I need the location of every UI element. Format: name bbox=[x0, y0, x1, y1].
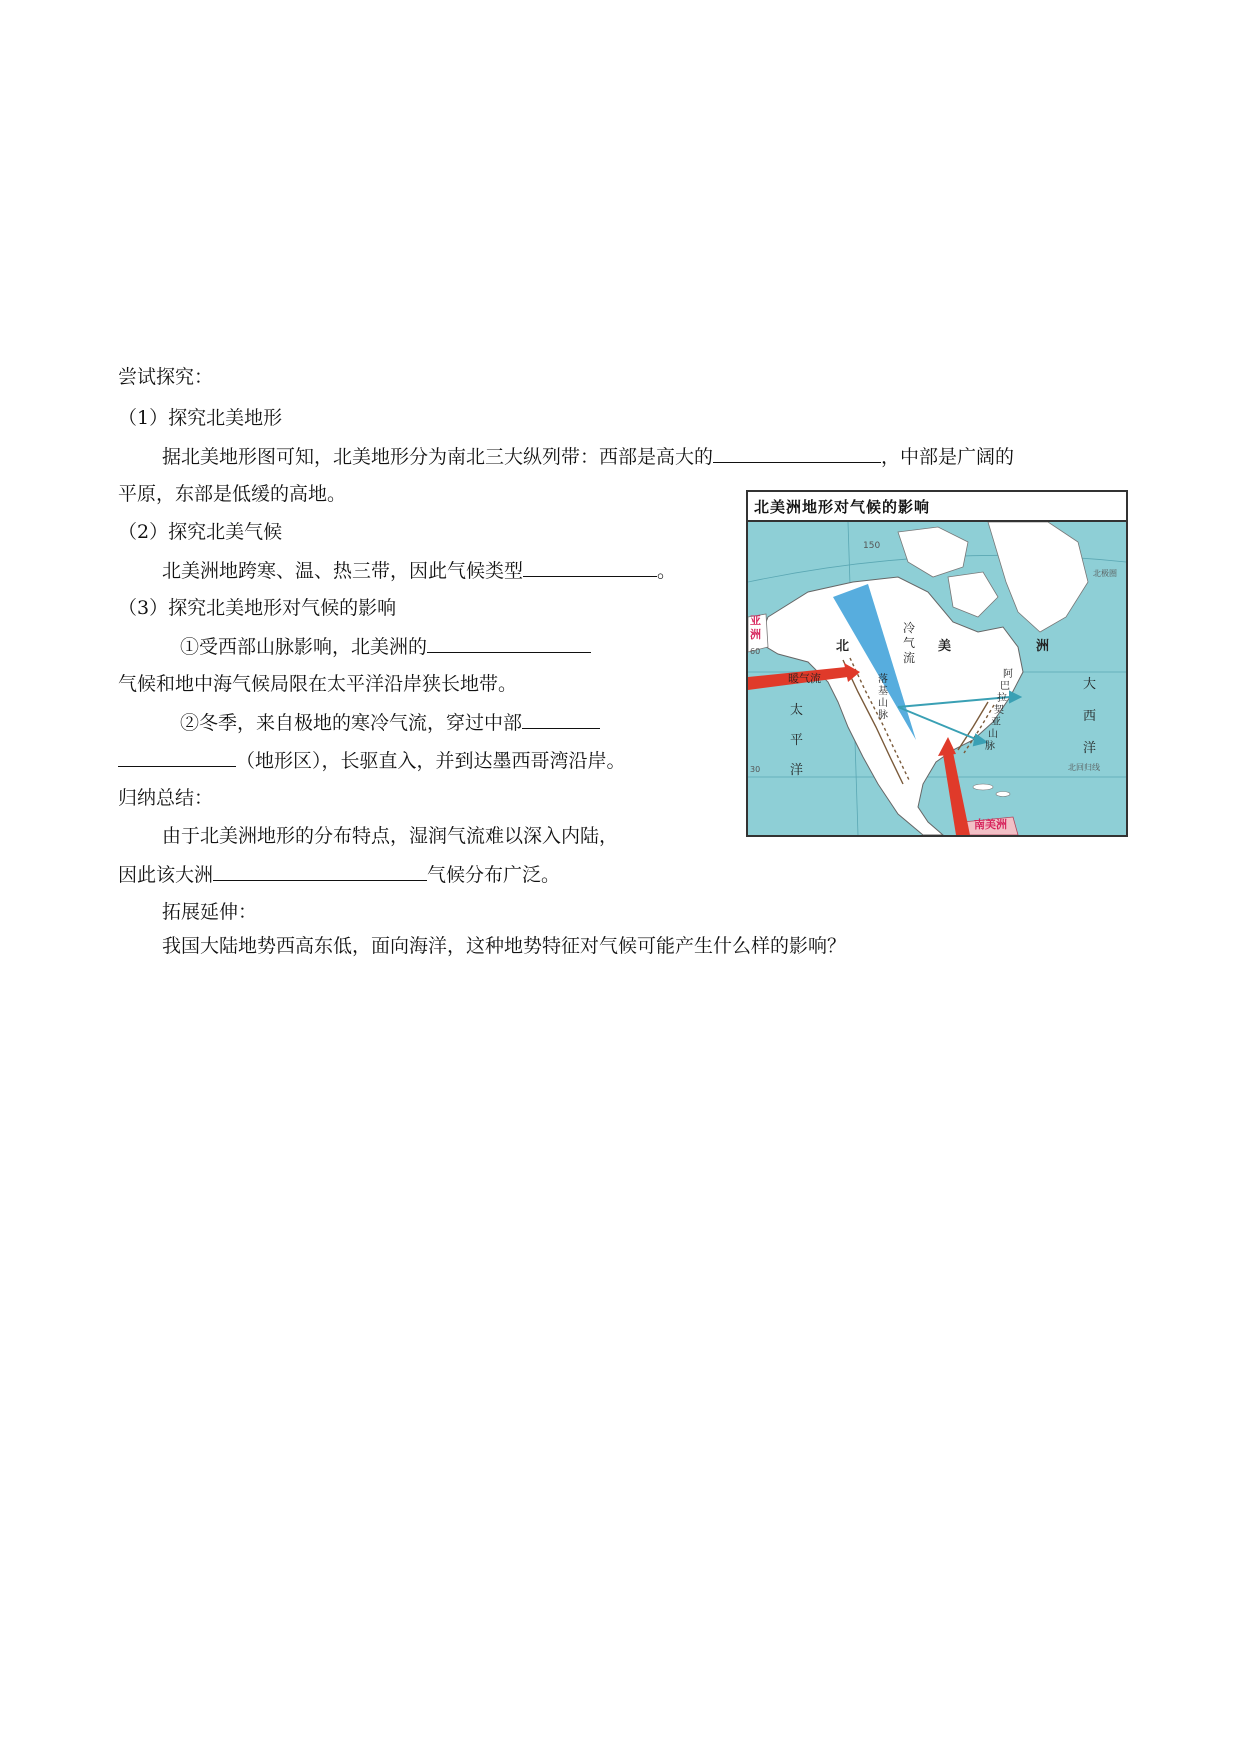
label-asia-2: 洲 bbox=[750, 628, 761, 641]
answer-blank-central-plains-b[interactable] bbox=[118, 748, 236, 767]
label-asia-1: 亚 bbox=[750, 614, 761, 627]
label-pacific-3: 洋 bbox=[790, 763, 804, 778]
answer-blank-climate-types[interactable] bbox=[523, 558, 657, 577]
label-rocky-1: 落 bbox=[878, 674, 888, 685]
label-rocky-4: 脉 bbox=[878, 710, 888, 721]
label-lat-30: 30 bbox=[750, 765, 761, 774]
part2-text bbox=[162, 558, 676, 583]
label-appalachian-1: 阿 bbox=[1003, 669, 1013, 680]
answer-blank-western-mountains[interactable] bbox=[713, 444, 881, 463]
label-pacific-2: 平 bbox=[790, 733, 804, 748]
part3-item2-line1 bbox=[180, 710, 600, 735]
label-appalachian-5: 亚 bbox=[991, 717, 1001, 728]
summary-text-c: 气候分布广泛。 bbox=[427, 864, 561, 886]
part3-item2-a: ②冬季，来自极地的寒冷气流，穿过中部 bbox=[180, 712, 523, 734]
summary-text-line1: 由于北美洲地形的分布特点，湿润气流难以深入内陆， bbox=[162, 825, 619, 847]
label-tropic: 北回归线 bbox=[1068, 763, 1100, 772]
label-atlantic-3: 洋 bbox=[1083, 741, 1097, 756]
answer-blank-climate-complex[interactable] bbox=[213, 862, 427, 881]
part3-item1-a: ①受西部山脉影响，北美洲的 bbox=[180, 636, 428, 658]
label-north: 北 bbox=[836, 639, 850, 654]
label-appalachian-7: 脉 bbox=[985, 741, 995, 752]
answer-blank-west-coast-climate[interactable] bbox=[427, 634, 591, 653]
label-atlantic-2: 西 bbox=[1083, 709, 1097, 724]
label-appalachian-2: 巴 bbox=[1000, 681, 1010, 692]
label-appalachian-4: 契 bbox=[994, 705, 1004, 716]
label-rocky-3: 山 bbox=[878, 698, 888, 709]
label-south-america: 南美洲 bbox=[974, 818, 1007, 831]
part3-item1-line1 bbox=[180, 634, 591, 659]
map-graphic bbox=[748, 522, 1126, 835]
summary-text-b: 因此该大洲 bbox=[118, 864, 214, 886]
part2-text-b: 。 bbox=[657, 560, 677, 582]
part3-item2-b: （地形区），长驱直入，并到达墨西哥湾沿岸。 bbox=[236, 750, 626, 772]
answer-blank-central-plains-a[interactable] bbox=[522, 710, 600, 729]
label-cold-flow-1: 冷 bbox=[903, 621, 916, 635]
attempt-heading: 尝试探究： bbox=[118, 366, 214, 388]
label-cold-flow-2: 气 bbox=[903, 636, 916, 650]
label-zhou: 洲 bbox=[1036, 639, 1050, 654]
extension-question: 我国大陆地势西高东低，面向海洋，这种地势特征对气候可能产生什么样的影响？ bbox=[162, 935, 847, 957]
label-appalachian-6: 山 bbox=[988, 729, 998, 740]
map-title: 北美洲地形对气候的影响 bbox=[754, 498, 931, 516]
label-atlantic-1: 大 bbox=[1083, 677, 1097, 692]
part1-heading: （1）探究北美地形 bbox=[118, 407, 283, 429]
label-rocky-2: 基 bbox=[878, 686, 888, 697]
north-america-terrain-climate-map bbox=[746, 490, 1128, 837]
label-lat-60: 60 bbox=[750, 647, 761, 656]
part2-text-a: 北美洲地跨寒、温、热三带，因此气候类型 bbox=[162, 560, 524, 582]
label-warm-flow: 暖气流 bbox=[788, 672, 821, 685]
summary-heading: 归纳总结： bbox=[118, 787, 214, 809]
label-cold-flow-3: 流 bbox=[903, 651, 916, 665]
part1-text-a: 据北美地形图可知，北美地形分为南北三大纵列带：西部是高大的 bbox=[162, 446, 714, 468]
part3-heading: （3）探究北美地形对气候的影响 bbox=[118, 597, 397, 619]
part3-item2-line2 bbox=[118, 748, 626, 773]
part1-text-line2: 平原，东部是低缓的高地。 bbox=[118, 483, 347, 505]
map-title-bar bbox=[748, 492, 1126, 522]
summary-text-line2 bbox=[118, 862, 560, 887]
part1-text-b: ，中部是广阔的 bbox=[881, 446, 1015, 468]
label-arctic-circle: 北极圈 bbox=[1093, 569, 1117, 578]
label-pacific-1: 太 bbox=[790, 703, 804, 718]
part3-item1-line2: 气候和地中海气候局限在太平洋沿岸狭长地带。 bbox=[118, 673, 518, 695]
label-mei: 美 bbox=[938, 639, 952, 654]
label-lon-150: 150 bbox=[863, 541, 881, 551]
label-appalachian-3: 拉 bbox=[997, 693, 1007, 704]
part2-heading: （2）探究北美气候 bbox=[118, 521, 283, 543]
extension-heading: 拓展延伸： bbox=[162, 901, 258, 923]
part1-text-line1 bbox=[162, 444, 1014, 469]
